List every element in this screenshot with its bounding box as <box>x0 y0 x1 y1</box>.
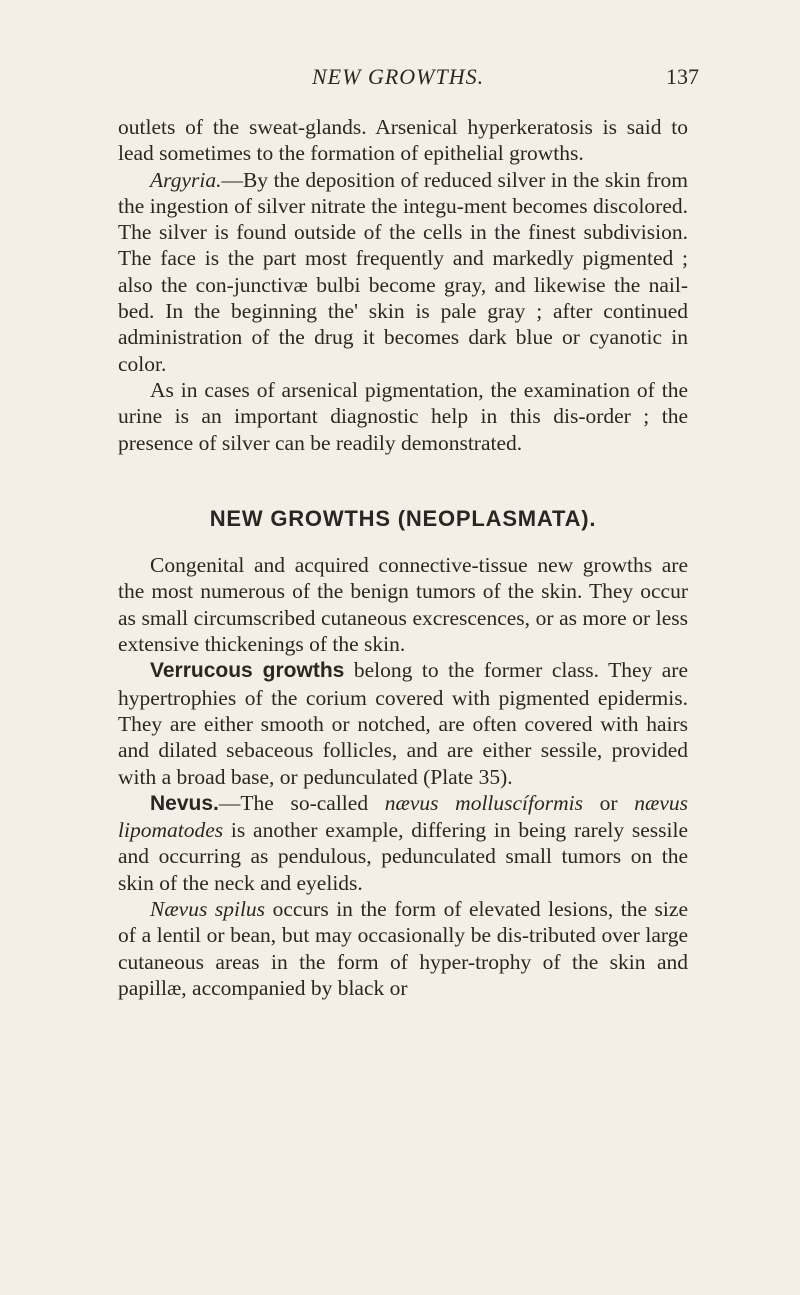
paragraph-naevus-spilus <box>118 896 688 1001</box>
nevus-molluscíformis: nævus molluscíformis <box>384 790 583 815</box>
page-header <box>0 64 800 94</box>
paragraph-arsenical: As in cases of arsenical pigmentation, the examination of the urine is an important diagnostic help in this dis-order ; the presence of silver can be readily demonstrated. <box>118 377 688 455</box>
paragraph-argyria <box>118 167 688 377</box>
nevus-lipomatodes: nævus lipomatodes <box>118 790 688 843</box>
nevus-text-b: or <box>582 790 635 815</box>
paragraph-nevus <box>118 790 688 896</box>
term-argyria: Argyria. <box>150 167 222 192</box>
paragraph-sweat-glands: outlets of the sweat-glands. Arsenical hyperkeratosis is said to lead sometimes to the formation of epithelial growths. <box>118 115 688 166</box>
argyria-text: —By the deposition of reduced silver in the skin from the ingestion of silver nitrate the integu-ment becomes discolored. The silver is found outside of the cells in the finest subdivision. The face is the part most frequently and markedly pigmented ; also the con-junctivæ bulbi become gray, and likewise the nail-bed. In the beginning the' skin is pale gray ; after continued administration of the drug it becomes dark blue or cyanotic in color. <box>118 167 688 376</box>
paragraph-congenital: Congenital and acquired connective-tissue new growths are the most numerous of the benign tumors of the skin. They occur as small circumscribed cutaneous excrescences, or as more or less extensive thickenings of the skin. <box>118 553 688 657</box>
nevus-text-c: is another example, differing in being rarely sessile and occurring as pendulous, pedunculated small tumors on the skin of the neck and eyelids. <box>118 818 688 895</box>
term-nevus: Nevus. <box>150 791 219 815</box>
page-number: 137 <box>666 64 699 89</box>
naevus-spilus-text: occurs in the form of elevated lesions, the size of a lentil or bean, but may occasionally be dis-tributed over large cutaneous areas in the form of hyper-trophy of the skin and papillæ, accompanied by black or <box>118 897 688 1000</box>
paragraph-verrucous <box>118 657 688 789</box>
verrucous-text: belong to the former class. They are hypertrophies of the corium covered with pigmented epidermis. They are either smooth or notched, are often covered with hairs and dilated sebaceous follicles, and are either sessile, provided with a broad base, or pedunculated (Plate 35). <box>118 658 689 789</box>
term-naevus-spilus: Nævus spilus <box>150 897 266 922</box>
body-text <box>118 114 688 1001</box>
term-verrucous: Verrucous growths <box>150 659 345 683</box>
running-head: NEW GROWTHS. <box>312 64 485 89</box>
section-heading: NEW GROWTHS (NEOPLASMATA). <box>209 505 597 531</box>
nevus-text-a: —The so-called <box>218 790 385 815</box>
